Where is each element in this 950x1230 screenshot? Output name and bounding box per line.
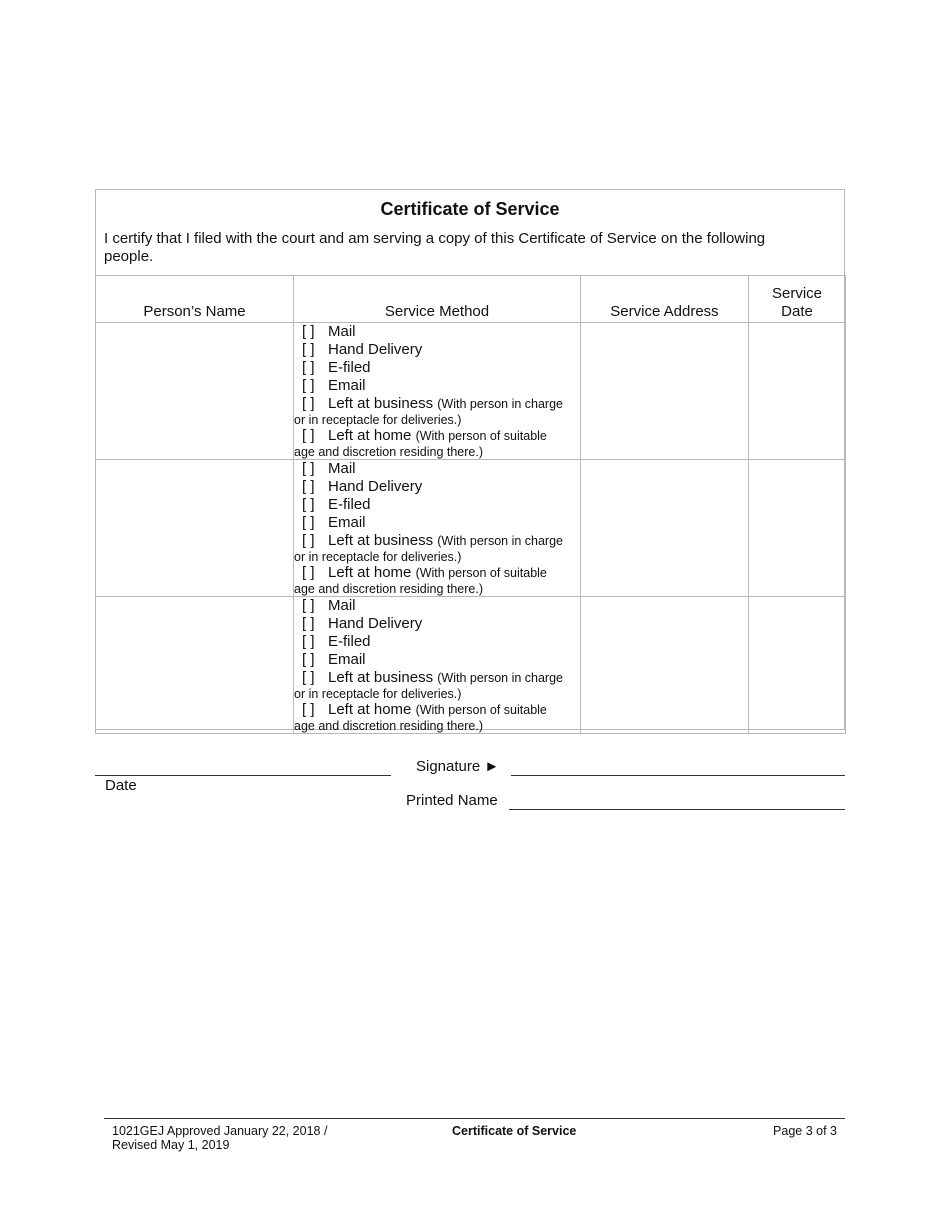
footer-form-id-line1: 1021GEJ Approved January 22, 2018 / xyxy=(112,1124,328,1138)
table-row xyxy=(96,460,846,597)
option-label: Left at business xyxy=(328,395,434,412)
persons-name-cell[interactable] xyxy=(96,323,294,460)
option-note-continued: age and discretion residing there.) xyxy=(294,445,484,459)
option-mail[interactable] xyxy=(302,597,580,615)
service-address-cell[interactable] xyxy=(581,323,749,460)
checkbox[interactable]: [ ] xyxy=(302,460,315,477)
checkbox[interactable]: [ ] xyxy=(302,633,315,650)
option-mail[interactable] xyxy=(302,323,580,341)
header-service-date-line1: Service xyxy=(771,285,823,302)
checkbox[interactable]: [ ] xyxy=(302,478,315,495)
option-note-continued: or in receptacle for deliveries.) xyxy=(294,687,462,701)
option-label: Hand Delivery xyxy=(328,615,423,632)
option-note-continued: age and discretion residing there.) xyxy=(294,719,484,733)
option-label: Hand Delivery xyxy=(328,478,423,495)
option-email[interactable] xyxy=(302,377,580,395)
option-left-at-home[interactable] xyxy=(294,427,580,459)
checkbox[interactable]: [ ] xyxy=(302,564,315,581)
footer-form-id-line2: Revised May 1, 2019 xyxy=(112,1138,230,1152)
printed-name-line[interactable] xyxy=(509,809,845,810)
option-note: (With person in charge xyxy=(437,534,564,548)
checkbox[interactable]: [ ] xyxy=(302,323,315,340)
option-left-at-business[interactable] xyxy=(294,532,580,564)
date-label: Date xyxy=(105,777,137,794)
option-email[interactable] xyxy=(302,514,580,532)
service-method-cell xyxy=(294,323,581,460)
checkbox[interactable]: [ ] xyxy=(302,427,315,444)
persons-name-cell[interactable] xyxy=(96,460,294,597)
option-email[interactable] xyxy=(302,651,580,669)
checkbox[interactable]: [ ] xyxy=(302,651,315,668)
option-label: E-filed xyxy=(328,633,371,650)
header-service-method: Service Method xyxy=(294,276,581,323)
option-label: Left at business xyxy=(328,532,434,549)
option-note: (With person of suitable xyxy=(415,703,547,717)
option-e-filed[interactable] xyxy=(302,359,580,377)
certify-statement: I certify that I filed with the court and am serving a copy of this Certificate of Service on the following people. xyxy=(104,230,766,265)
option-label: Left at home xyxy=(328,564,412,581)
persons-name-cell[interactable] xyxy=(96,597,294,734)
option-label: Mail xyxy=(328,323,356,340)
footer-page-number: Page 3 of 3 xyxy=(773,1124,837,1138)
option-label: Left at home xyxy=(328,701,412,718)
option-label: Left at home xyxy=(328,427,412,444)
option-label: Left at business xyxy=(328,669,434,686)
option-left-at-home[interactable] xyxy=(294,701,580,733)
option-hand-delivery[interactable] xyxy=(302,615,580,633)
option-hand-delivery[interactable] xyxy=(302,478,580,496)
header-service-date xyxy=(749,276,846,323)
certificate-of-service-form xyxy=(95,189,845,733)
option-left-at-business[interactable] xyxy=(294,669,580,701)
checkbox[interactable]: [ ] xyxy=(302,597,315,614)
checkbox[interactable]: [ ] xyxy=(302,341,315,358)
option-note-continued: age and discretion residing there.) xyxy=(294,582,484,596)
option-note: (With person of suitable xyxy=(415,429,547,443)
option-e-filed[interactable] xyxy=(302,633,580,651)
service-address-cell[interactable] xyxy=(581,597,749,734)
checkbox[interactable]: [ ] xyxy=(302,514,315,531)
option-label: Mail xyxy=(328,460,356,477)
printed-name-label: Printed Name xyxy=(406,792,498,809)
checkbox[interactable]: [ ] xyxy=(302,701,315,718)
table-row xyxy=(96,597,846,734)
checkbox[interactable]: [ ] xyxy=(302,496,315,513)
option-label: Mail xyxy=(328,597,356,614)
option-left-at-home[interactable] xyxy=(294,564,580,596)
header-persons-name: Person’s Name xyxy=(96,276,294,323)
checkbox[interactable]: [ ] xyxy=(302,532,315,549)
option-label: Email xyxy=(328,514,366,531)
form-title: Certificate of Service xyxy=(380,199,560,219)
option-note-continued: or in receptacle for deliveries.) xyxy=(294,550,462,564)
checkbox[interactable]: [ ] xyxy=(302,615,315,632)
option-note: (With person in charge xyxy=(437,397,564,411)
table-row xyxy=(96,323,846,460)
footer-title: Certificate of Service xyxy=(452,1124,577,1138)
service-date-cell[interactable] xyxy=(749,460,846,597)
signature-label: Signature ► xyxy=(416,758,500,775)
service-method-cell xyxy=(294,460,581,597)
option-label: E-filed xyxy=(328,496,371,513)
service-date-cell[interactable] xyxy=(749,323,846,460)
footer-rule xyxy=(104,1118,845,1119)
header-service-date-line2: Date xyxy=(781,303,813,320)
option-mail[interactable] xyxy=(302,460,580,478)
option-label: E-filed xyxy=(328,359,371,376)
checkbox[interactable]: [ ] xyxy=(302,669,315,686)
option-hand-delivery[interactable] xyxy=(302,341,580,359)
signature-line[interactable] xyxy=(511,775,845,776)
footer-form-id xyxy=(112,1124,327,1152)
option-left-at-business[interactable] xyxy=(294,395,580,427)
option-label: Email xyxy=(328,651,366,668)
table-header-row xyxy=(96,276,846,323)
option-label: Email xyxy=(328,377,366,394)
service-method-cell xyxy=(294,597,581,734)
option-note: (With person in charge xyxy=(437,671,564,685)
header-service-address: Service Address xyxy=(581,276,749,323)
date-line[interactable] xyxy=(95,775,391,776)
checkbox[interactable]: [ ] xyxy=(302,395,315,412)
option-note-continued: or in receptacle for deliveries.) xyxy=(294,413,462,427)
checkbox[interactable]: [ ] xyxy=(302,377,315,394)
option-e-filed[interactable] xyxy=(302,496,580,514)
option-label: Hand Delivery xyxy=(328,341,423,358)
service-address-cell[interactable] xyxy=(581,460,749,597)
service-date-cell[interactable] xyxy=(749,597,846,734)
service-table xyxy=(95,275,846,734)
checkbox[interactable]: [ ] xyxy=(302,359,315,376)
option-note: (With person of suitable xyxy=(415,566,547,580)
